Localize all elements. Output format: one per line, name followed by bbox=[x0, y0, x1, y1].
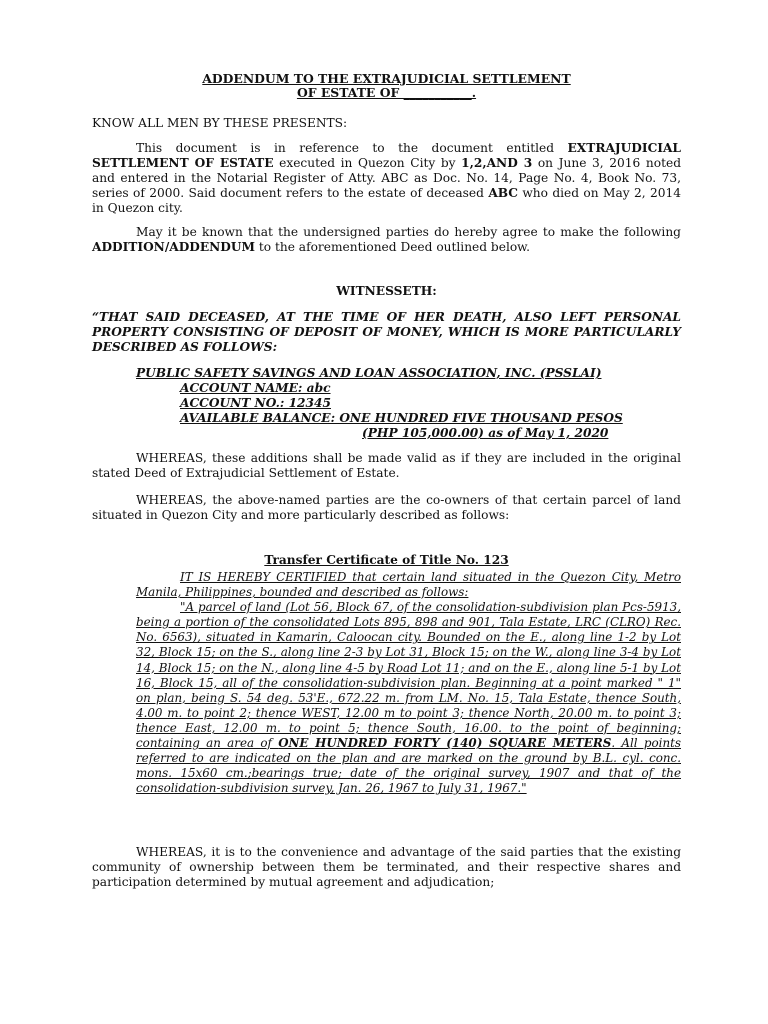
para1-text-4: who died on May 2, 2014 in Quezon city. bbox=[92, 186, 681, 215]
para2-text-1: May it be known that the undersigned parties do hereby agree to make the following bbox=[136, 225, 681, 239]
paragraph-addendum bbox=[92, 225, 681, 255]
paragraph-reference bbox=[92, 141, 681, 216]
whereas-co-owners bbox=[92, 493, 681, 523]
quote-paragraph bbox=[92, 310, 681, 355]
tct-certified-text: IT IS HEREBY CERTIFIED that certain land situated in the Quezon City, Metro Manila, Philippines, bounded and described as follows: bbox=[136, 570, 681, 600]
document-title bbox=[92, 72, 681, 100]
whereas-3-text: WHEREAS, it is to the convenience and advantage of the said parties that the existing community of ownership between them be terminated, and their respective shares and participation determined by mutual agreement and adjudication; bbox=[92, 845, 681, 889]
account-bank: PUBLIC SAFETY SAVINGS AND LOAN ASSOCIATION, INC. (PSSLAI) bbox=[136, 366, 602, 380]
opening-line bbox=[92, 116, 681, 131]
tct-desc-part-1: "A parcel of land (Lot 56, Block 67, of the consolidation-subdivision plan Pcs-5913, being a portion of the consolidated Lots 895, 898 and 901, Tala Estate, LRC (CLRO) Rec. No. 6563), situated in Kamarin, Caloocan city. Bounded on the E., along line 1-2 by Lot 32, Block 15; on the S., along line 2-3 by Lot 31, Block 15; on the W., along line 3-4 by Lot 14, Block 15; on the N., along line 4-5 by Road Lot 11; and on the E., along line 5-1 by Lot 16, Block 15, all of the consolidation-subdivision plan. Beginning at a point marked " 1" on plan, being S. 54 deg. 53'E., 672.22 m. from LM. No. 15, Tala Estate, thence South, 4.00 m. to point 2; thence WEST, 12.00 m to point 3; thence North, 20.00 m. to point 3; thence East, 12.00 m. to point 5; thence South, 16.00. to the point of beginning; containing an area of bbox=[136, 600, 681, 751]
para2-bold: ADDITION/ADDENDUM bbox=[92, 240, 255, 254]
account-balance-line-1: AVAILABLE BALANCE: ONE HUNDRED FIVE THOUSAND PESOS bbox=[180, 411, 623, 425]
para1-bold-deceased: ABC bbox=[488, 186, 518, 200]
para2-text-2: to the aforementioned Deed outlined below. bbox=[254, 240, 531, 254]
account-balance-line-2: (PHP 105,000.00) as of May 1, 2020 bbox=[362, 426, 609, 440]
account-block bbox=[92, 366, 681, 441]
para1-bold-title: EXTRAJUDICIAL SETTLEMENT OF ESTATE bbox=[92, 141, 681, 170]
title-line-1: ADDENDUM TO THE EXTRAJUDICIAL SETTLEMENT bbox=[202, 71, 571, 86]
account-name: ACCOUNT NAME: abc bbox=[180, 381, 331, 395]
whereas-additions bbox=[92, 451, 681, 481]
tct-title: Transfer Certificate of Title No. 123 bbox=[264, 553, 509, 567]
whereas-convenience bbox=[92, 845, 681, 890]
tct-area: ONE HUNDRED FORTY (140) SQUARE METERS bbox=[278, 736, 612, 751]
whereas-1-text: WHEREAS, these additions shall be made valid as if they are included in the original stated Deed of Extrajudicial Settlement of Estate. bbox=[92, 451, 681, 480]
witnesseth-heading: WITNESSETH: bbox=[336, 284, 437, 298]
para1-text-2: executed in Quezon City by bbox=[273, 156, 462, 170]
quote-text: “THAT SAID DECEASED, AT THE TIME OF HER DEATH, ALSO LEFT PERSONAL PROPERTY CONSISTING OF DEPOSIT OF MONEY, WHICH IS MORE PARTICULARLY DESCRIBED AS FOLLOWS: bbox=[92, 310, 681, 354]
title-line-2: OF ESTATE OF ___________. bbox=[296, 85, 477, 100]
account-number: ACCOUNT NO.: 12345 bbox=[180, 396, 331, 410]
para1-text-3: on June 3, 2016 noted and entered in the Notarial Register of Atty. ABC as Doc. No. 14, Page No. 4, Book No. 73, series of 2000. Said document refers to the estate of deceased bbox=[92, 156, 681, 200]
tct-desc-part-2: . All points referred to are indicated on the plan and are marked on the ground by B.L. cyl. conc. mons. 15x60 cm.;bearings true; date of the original survey, 1907 and that of the consolidation-subdivision survey, Jan. 26, 1967 to July 31, 1967." bbox=[136, 736, 681, 796]
tct-description bbox=[136, 570, 681, 796]
para1-text-1: This document is in reference to the document entitled bbox=[136, 141, 568, 155]
opening-text: KNOW ALL MEN BY THESE PRESENTS: bbox=[92, 116, 348, 130]
tct-parcel-paragraph bbox=[136, 600, 681, 796]
para1-bold-parties: 1,2,AND 3 bbox=[461, 156, 533, 170]
tct-certified-paragraph bbox=[136, 570, 681, 600]
whereas-2-text: WHEREAS, the above-named parties are the co-owners of that certain parcel of land situated in Quezon City and more particularly described as follows: bbox=[92, 493, 681, 522]
